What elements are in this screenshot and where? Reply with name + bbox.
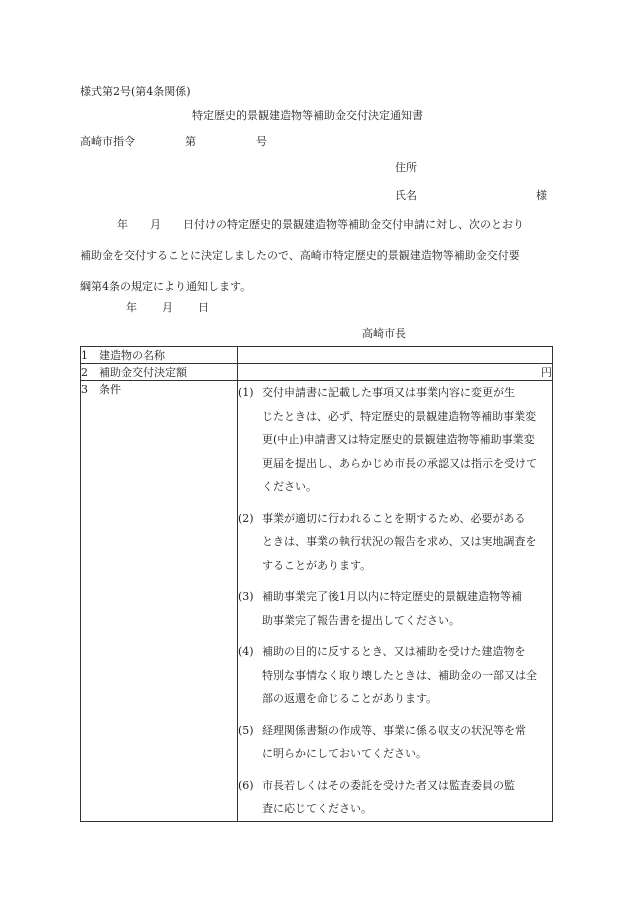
date-day: 日 <box>198 301 209 314</box>
condition-number: (4) <box>238 645 254 658</box>
condition-item <box>238 507 552 578</box>
condition-text: 市長若しくはその委託を受けた者又は監査委員の監 <box>262 778 515 792</box>
address-label: 住所 <box>395 161 417 174</box>
reference-prefix: 高崎市指令 <box>80 135 135 148</box>
name-label: 氏名 <box>395 189 417 202</box>
condition-text: に明らかにしておいてください。 <box>262 747 427 760</box>
condition-item <box>238 640 552 711</box>
condition-number: (5) <box>238 723 254 737</box>
table-row-conditions <box>81 381 553 822</box>
grant-table <box>80 346 553 822</box>
building-name-label-cell <box>81 347 238 364</box>
condition-number: (1) <box>238 386 254 399</box>
condition-number: (3) <box>238 590 254 603</box>
condition-text: 補助事業完了後1月以内に特定歴史的景観建造物等補 <box>262 590 522 603</box>
row-number: 1 <box>81 349 88 362</box>
condition-text: 補助の目的に反するとき、又は補助を受けた建造物を <box>262 645 526 658</box>
row-label: 条件 <box>99 383 121 396</box>
condition-text: することがあります。 <box>262 558 372 572</box>
condition-number: (6) <box>238 778 254 792</box>
grant-amount-value: 円 <box>238 364 553 381</box>
condition-item <box>238 774 552 821</box>
condition-text: ください。 <box>262 480 317 493</box>
building-name-value <box>238 347 553 364</box>
table-row-building-name <box>81 347 553 364</box>
condition-item <box>238 381 552 499</box>
conditions-list <box>238 381 553 822</box>
reference-go: 号 <box>256 135 267 148</box>
issuer: 高崎市長 <box>362 327 406 340</box>
document-title: 特定歴史的景観建造物等補助金交付決定通知書 <box>192 109 423 122</box>
date-month: 月 <box>162 301 173 314</box>
condition-text: 更届を提出し、あらかじめ市長の承認又は指示を受けて <box>262 456 537 470</box>
condition-text: 更(中止)申請書又は特定歴史的景観建造物等補助事業変 <box>262 433 535 446</box>
condition-text: 経理関係書類の作成等、事業に係る収支の状況等を常 <box>262 723 526 737</box>
row-label: 補助金交付決定額 <box>99 366 187 379</box>
body-line: 補助金を交付することに決定しましたので、高崎市特定歴史的景観建造物等補助金交付要 <box>80 249 520 262</box>
table-row-grant-amount <box>81 364 553 381</box>
condition-text: ときは、事業の執行状況の報告を求め、又は実地調査を <box>262 535 537 548</box>
reference-dai: 第 <box>185 135 196 148</box>
condition-text: 査に応じてください。 <box>262 802 372 815</box>
honorific: 様 <box>536 189 547 202</box>
body-line: 綱第4条の規定により通知します。 <box>80 280 252 293</box>
row-label: 建造物の名称 <box>99 349 165 362</box>
condition-text: じたときは、必ず、特定歴史的景観建造物等補助事業変 <box>262 409 537 423</box>
body-line: 年 月 日付けの特定歴史的景観建造物等補助金交付申請に対し、次のとおり <box>117 218 524 231</box>
condition-text: 事業が適切に行われることを期するため、必要がある <box>262 511 526 525</box>
row-number: 2 <box>81 366 88 379</box>
condition-text: 部の返還を命じることがあります。 <box>262 692 438 705</box>
body-paragraph <box>80 209 550 302</box>
condition-text: 助事業完了報告書を提出してください。 <box>262 613 460 627</box>
conditions-label-cell <box>81 381 238 822</box>
condition-number: (2) <box>238 511 254 525</box>
condition-item <box>238 585 552 632</box>
condition-text: 特別な事情なく取り壊したときは、補助金の一部又は全 <box>262 668 537 682</box>
form-number: 様式第2号(第4条関係) <box>80 85 191 98</box>
date-year: 年 <box>126 301 137 314</box>
condition-item <box>238 719 552 766</box>
grant-amount-label-cell <box>81 364 238 381</box>
row-number: 3 <box>81 383 88 396</box>
condition-text: 交付申請書に記載した事項又は事業内容に変更が生 <box>262 386 515 399</box>
